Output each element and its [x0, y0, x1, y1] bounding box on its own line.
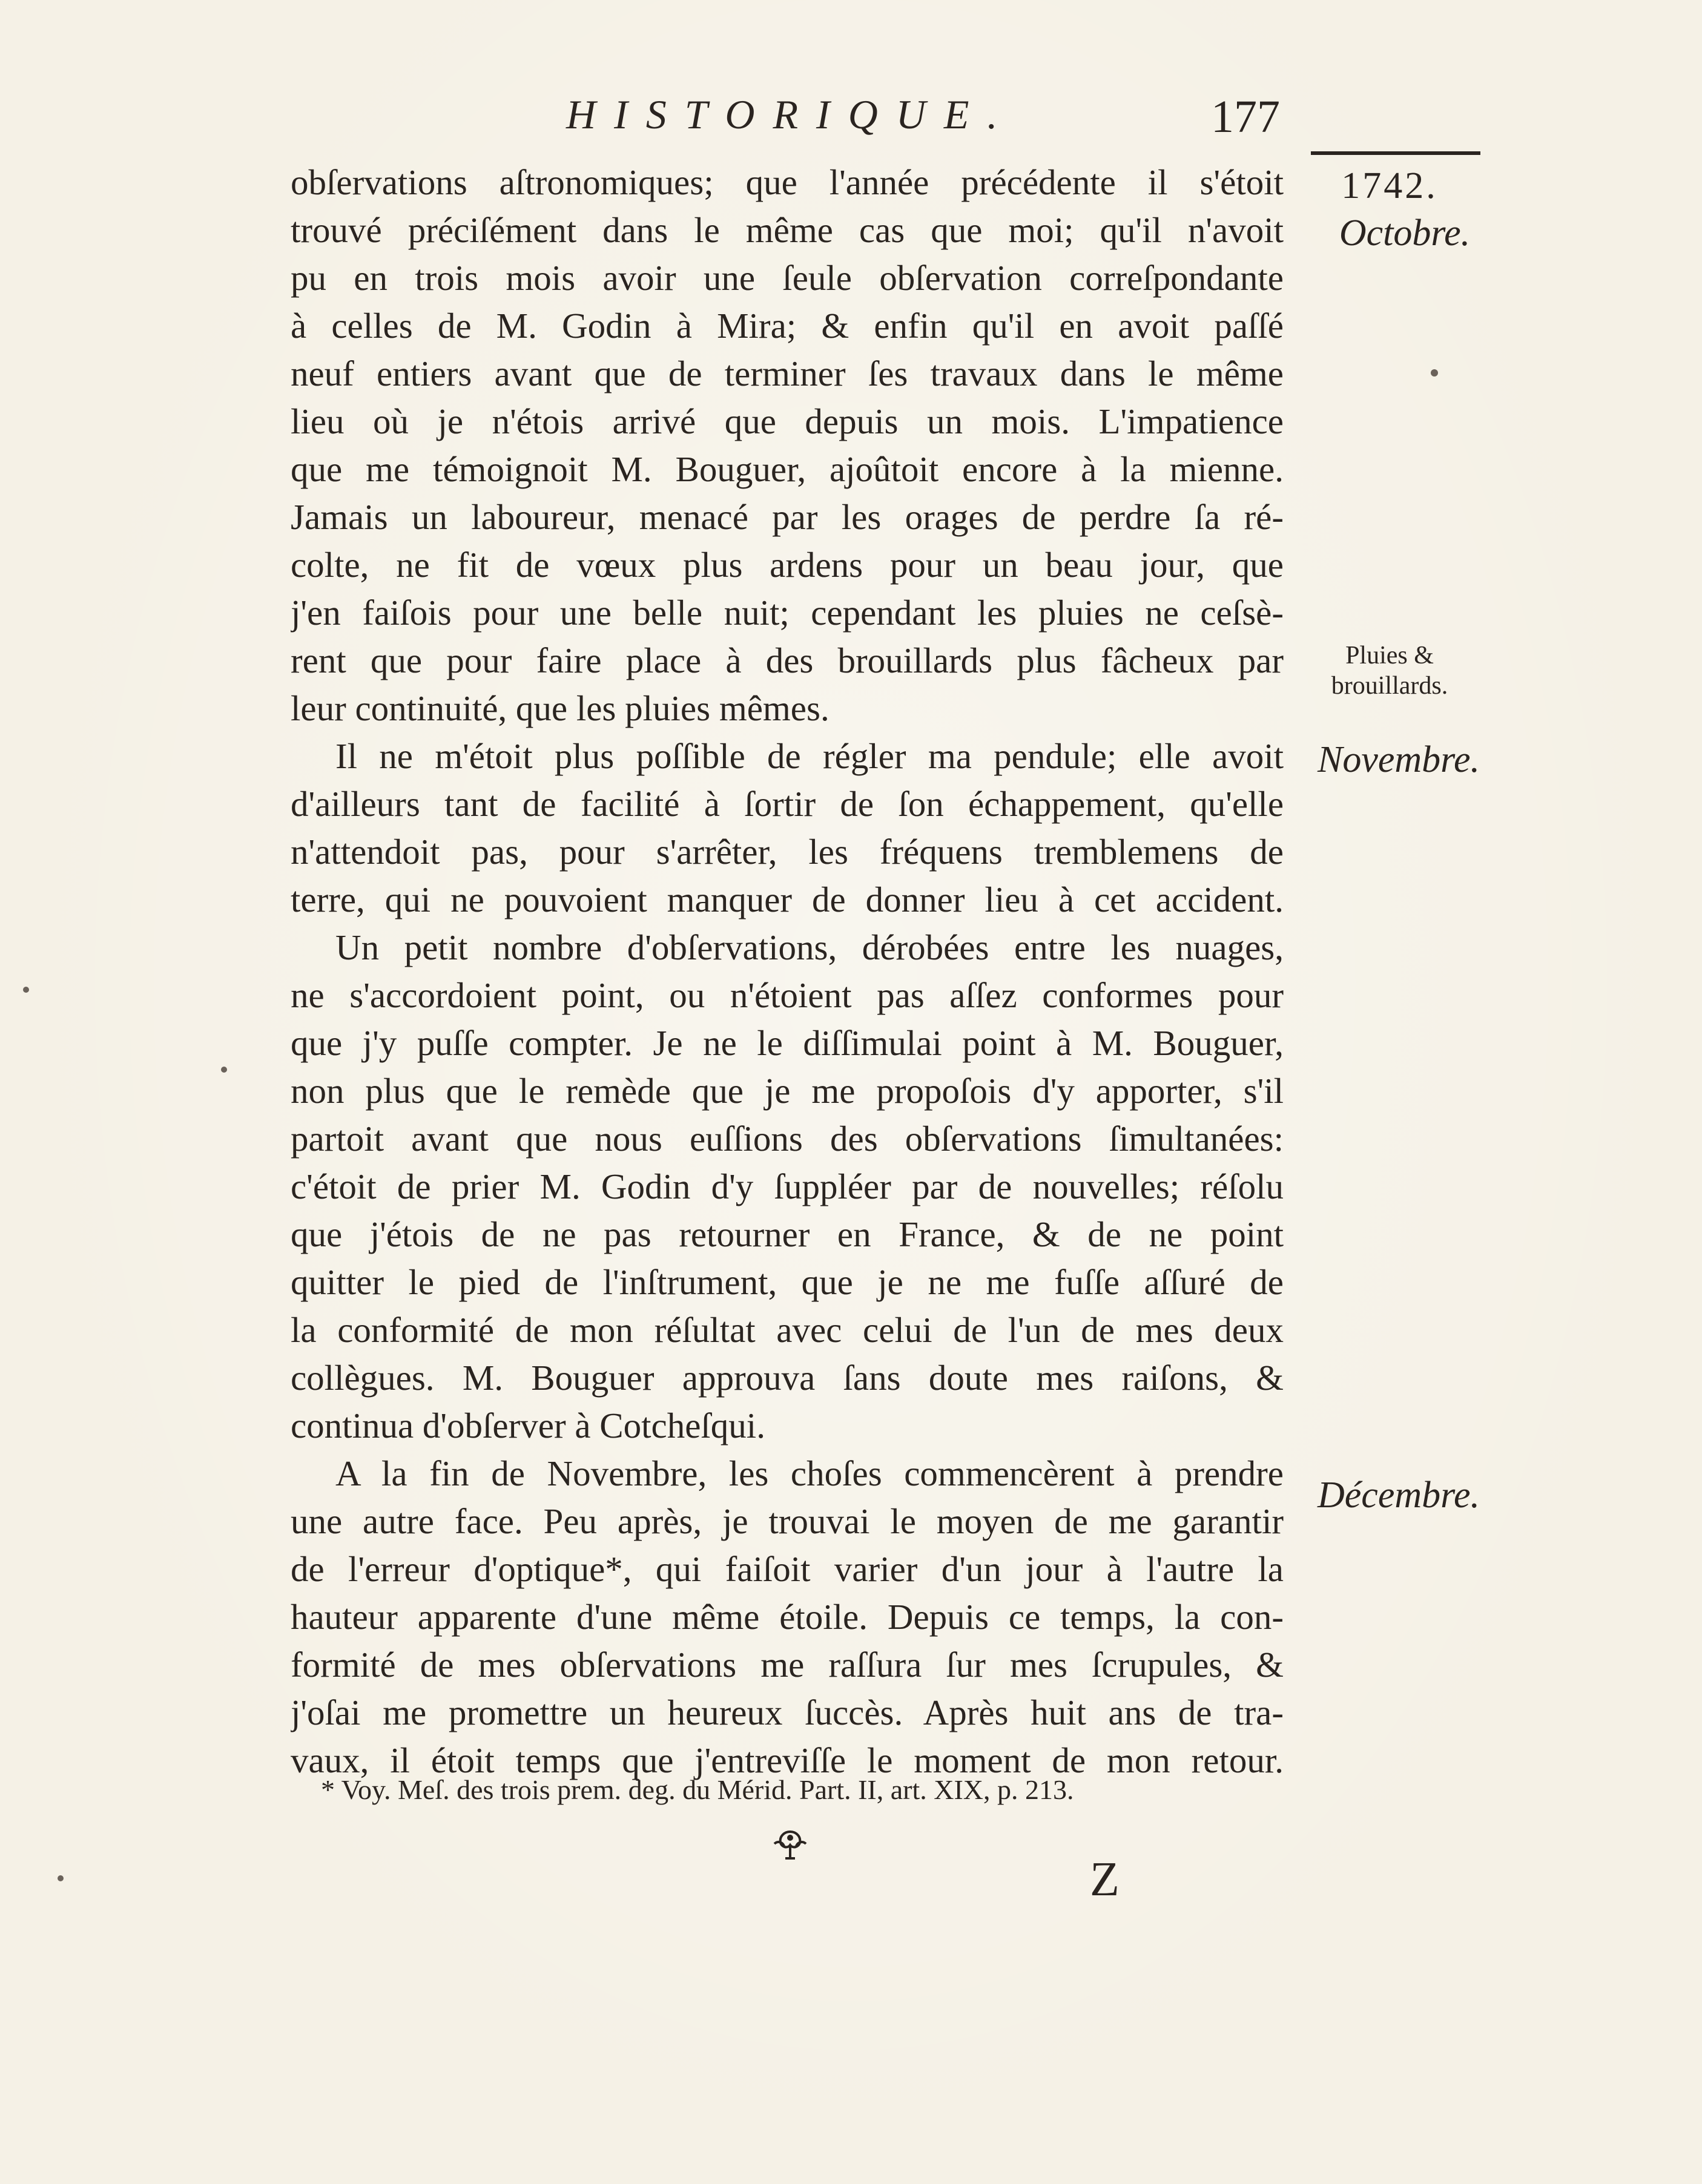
text-line: pu en trois mois avoir une ſeule obſervation correſpondante — [291, 258, 1284, 298]
text-line: non plus que le remède que je me propoſois d'y apporter, s'il — [291, 1071, 1284, 1111]
text-line: la conformité de mon réſultat avec celui de l'un de mes deux — [291, 1310, 1284, 1350]
text-line: neuf entiers avant que de terminer ſes travaux dans le même — [291, 354, 1284, 393]
text-line: terre, qui ne pouvoient manquer de donner lieu à cet accident. — [291, 880, 1284, 919]
text-line: partoit avant que nous euſſions des obſervations ſimultanées: — [291, 1119, 1284, 1159]
signature-mark: Z — [1090, 1853, 1120, 1906]
text-line: j'oſai me promettre un heureux ſuccès. Après huit ans de tra- — [291, 1692, 1284, 1732]
text-line: que j'y puſſe compter. Je ne le diſſimulai point à M. Bouguer, — [291, 1023, 1284, 1063]
fleuron-ornament-icon — [766, 1827, 814, 1863]
header-rule — [1311, 151, 1480, 155]
ink-speck — [58, 1875, 64, 1881]
text-line: continua d'obſerver à Cotcheſqui. — [291, 1406, 765, 1446]
margin-month-november: Novembre. — [1317, 739, 1480, 780]
ink-speck — [23, 987, 29, 993]
text-line: que j'étois de ne pas retourner en France, & de ne point — [291, 1214, 1284, 1254]
text-line: j'en faiſois pour une belle nuit; cependant les pluies ne ceſsè- — [291, 593, 1284, 633]
text-line: une autre face. Peu après, je trouvai le moyen de me garantir — [291, 1501, 1284, 1541]
text-line: colte, ne fit de vœux plus ardens pour un beau jour, que — [291, 545, 1284, 585]
text-line: à celles de M. Godin à Mira; & enfin qu'il en avoit paſſé — [291, 306, 1284, 346]
margin-month-december: Décembre. — [1318, 1475, 1480, 1516]
main-text — [291, 159, 1284, 1784]
text-line: vaux, il étoit temps que j'entreviſſe le moment de mon retour. — [291, 1740, 1284, 1780]
text-line: Il ne m'étoit plus poſſible de régler ma pendule; elle avoit — [335, 736, 1284, 776]
text-line: de l'erreur d'optique*, qui faiſoit varier d'un jour à l'autre la — [291, 1549, 1284, 1589]
text-line: trouvé préciſément dans le même cas que moi; qu'il n'avoit — [291, 210, 1284, 250]
text-line: obſervations aſtronomiques; que l'année précédente il s'étoit — [291, 162, 1284, 202]
footnote: * Voy. Meſ. des trois prem. deg. du Mérid. Part. II, art. XIX, p. 213. — [321, 1774, 1074, 1805]
text-line: ne s'accordoient point, ou n'étoient pas aſſez conformes pour — [291, 975, 1284, 1015]
margin-note-line: brouillards. — [1331, 672, 1448, 700]
text-line: A la fin de Novembre, les choſes commencèrent à prendre — [335, 1453, 1284, 1493]
text-line: collègues. M. Bouguer approuva ſans doute mes raiſons, & — [291, 1358, 1284, 1398]
text-line: formité de mes obſervations me raſſura ſur mes ſcrupules, & — [291, 1645, 1284, 1685]
text-line: d'ailleurs tant de facilité à ſortir de ſon échappement, qu'elle — [291, 784, 1284, 824]
text-line: lieu où je n'étois arrivé que depuis un mois. L'impatience — [291, 401, 1284, 441]
margin-note-rain — [1299, 640, 1480, 701]
text-line: que me témoignoit M. Bouguer, ajoûtoit encore à la mienne. — [291, 449, 1284, 489]
text-line: c'étoit de prier M. Godin d'y ſuppléer par de nouvelles; réſolu — [291, 1166, 1284, 1206]
text-line: quitter le pied de l'inſtrument, que je ne me fuſſe aſſuré de — [291, 1262, 1284, 1302]
text-line: leur continuité, que les pluies mêmes. — [291, 688, 830, 728]
text-line: Jamais un laboureur, menacé par les orages de perdre ſa ré- — [291, 497, 1284, 537]
text-line: rent que pour faire place à des brouillards plus fâcheux par — [291, 640, 1284, 680]
running-title: HISTORIQUE. — [566, 91, 1016, 137]
ink-speck — [1431, 369, 1438, 377]
page-number: 177 — [1211, 91, 1280, 142]
margin-month-october: Octobre. — [1339, 212, 1471, 254]
margin-year: 1742. — [1341, 165, 1438, 206]
text-line: n'attendoit pas, pour s'arrêter, les fréquens tremblemens de — [291, 832, 1284, 872]
text-line: Un petit nombre d'obſervations, dérobées entre les nuages, — [335, 927, 1284, 967]
margin-note-line: Pluies & — [1345, 642, 1434, 669]
ink-speck — [221, 1067, 227, 1073]
text-line: hauteur apparente d'une même étoile. Depuis ce temps, la con- — [291, 1597, 1284, 1637]
